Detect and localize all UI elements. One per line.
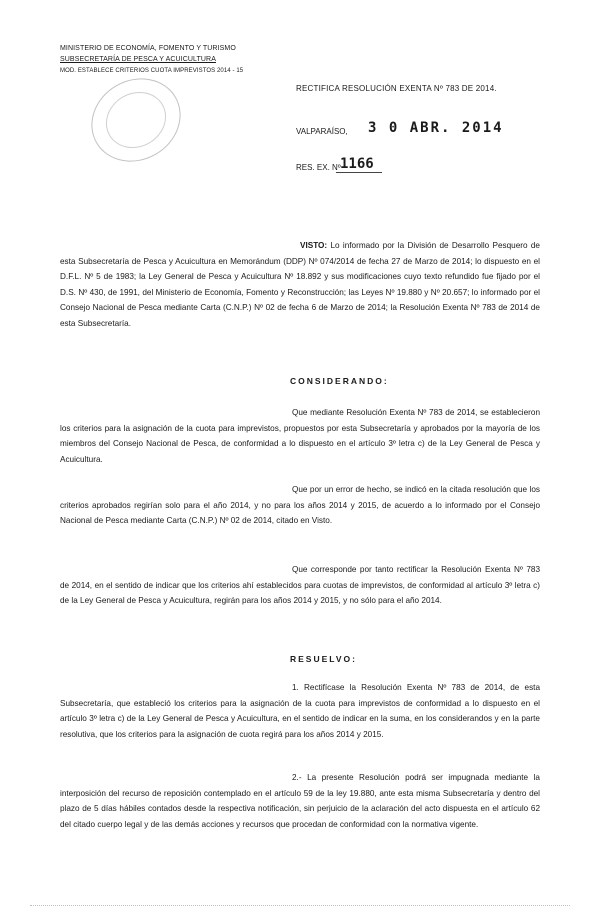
visto-text: Lo informado por la División de Desarrollo Pesquero de esta Subsecretaría de Pesca y Acuicultura en Memorándum (DDP) Nº 074/2014 de fecha 27 de Marzo de 2014; lo dispuesto en el D.F.L. Nº 5 de 1983; la Ley General de Pesca y Acuicultura Nº 18.892 y sus modificaciones cuyo texto refundido fue fijado por el D.S. Nº 430, de 1991, del Ministerio de Economía, Fomento y Reconstrucción; las Leyes Nº 19.880 y Nº 20.657; lo informado por el Consejo Nacional de Pesca mediante Carta (C.N.P.) Nº 02 de fecha 6 de Marzo de 2014; la Resolución Exenta Nº 783 de 2014 de esta Subsecretaría. (60, 241, 540, 328)
considerando-paragraph-3: Que corresponde por tanto rectificar la Resolución Exenta Nº 783 de 2014, en el sentido de indicar que los criterios ahí establecidos para cuotas de imprevistos, de conformidad al artículo 3º letra c) de la Ley General de Pesca y Acuicultura, regirán para los años 2014 y 2015, y no sólo para el año 2014. (60, 565, 540, 606)
resuelvo-paragraph-2: 2.- La presente Resolución podrá ser impugnada mediante la interposición del recurso de reposición contemplado en el artículo 59 de la ley 19.880, ante esta misma Subsecretaría y dentro del plazo de 5 días hábiles contados desde la respectiva notificación, sin perjuicio de la aclaración del acto dispuesta en el artículo 62 del citado cuerpo legal y de las demás acciones y recursos que procedan de conformidad con la normativa vigente. (60, 773, 540, 829)
resuelvo-heading: RESUELVO: (290, 654, 357, 664)
seal-stamp-icon (76, 62, 196, 177)
resuelvo-paragraph-1: 1. Rectifícase la Resolución Exenta Nº 783 de 2014, de esta Subsecretaría, que estableció los criterios para la asignación de la cuota para imprevistos de conformidad a lo dispuesto en el artículo 3º letra c) de la Ley General de Pesca y Acuicultura, en el sentido de indicar en la suma, en los considerandos y en la parte resolutiva, que los criterios para la asignación de cuota regirá para los años 2014 y 2015. (60, 683, 540, 739)
document-date: 3 0 ABR. 2014 (368, 120, 504, 136)
subsecretaria-header: SUBSECRETARÍA DE PESCA Y ACUICULTURA (60, 56, 216, 63)
res-ex-underline (336, 172, 382, 173)
page-edge-marks (30, 905, 570, 912)
document-code: MOD. ESTABLECE CRITERIOS CUOTA IMPREVISTOS 2014 - 15 (60, 68, 244, 74)
considerando-paragraph-1: Que mediante Resolución Exenta Nº 783 de 2014, se establecieron los criterios para la asignación de la cuota para imprevistos, propuestos por esta Subsecretaría y aprobados por la mayoría de los miembros del Consejo Nacional de Pesca, de conformidad a lo dispuesto en el artículo 3º letra c) de la Ley General de Pesca y Acuicultura. (60, 408, 540, 464)
considerando-heading: CONSIDERANDO: (290, 376, 389, 386)
visto-paragraph (60, 238, 540, 332)
res-ex-label: RES. EX. Nº (296, 163, 341, 172)
visto-label: VISTO: (300, 241, 328, 250)
city-label: VALPARAÍSO, (296, 127, 348, 136)
considerando-paragraph-2: Que por un error de hecho, se indicó en la citada resolución que los criterios aprobados regirían solo para el año 2014, y no para los años 2014 y 2015, de acuerdo a lo informado por el Consejo Nacional de Pesca mediante Carta (C.N.P.) Nº 02 de 2014, citado en Visto. (60, 485, 540, 526)
res-ex-number: 1166 (340, 156, 374, 172)
ministry-header: MINISTERIO DE ECONOMÍA, FOMENTO Y TURISMO (60, 45, 236, 52)
document-reference: RECTIFICA RESOLUCIÓN EXENTA Nº 783 DE 2014. (296, 84, 497, 93)
